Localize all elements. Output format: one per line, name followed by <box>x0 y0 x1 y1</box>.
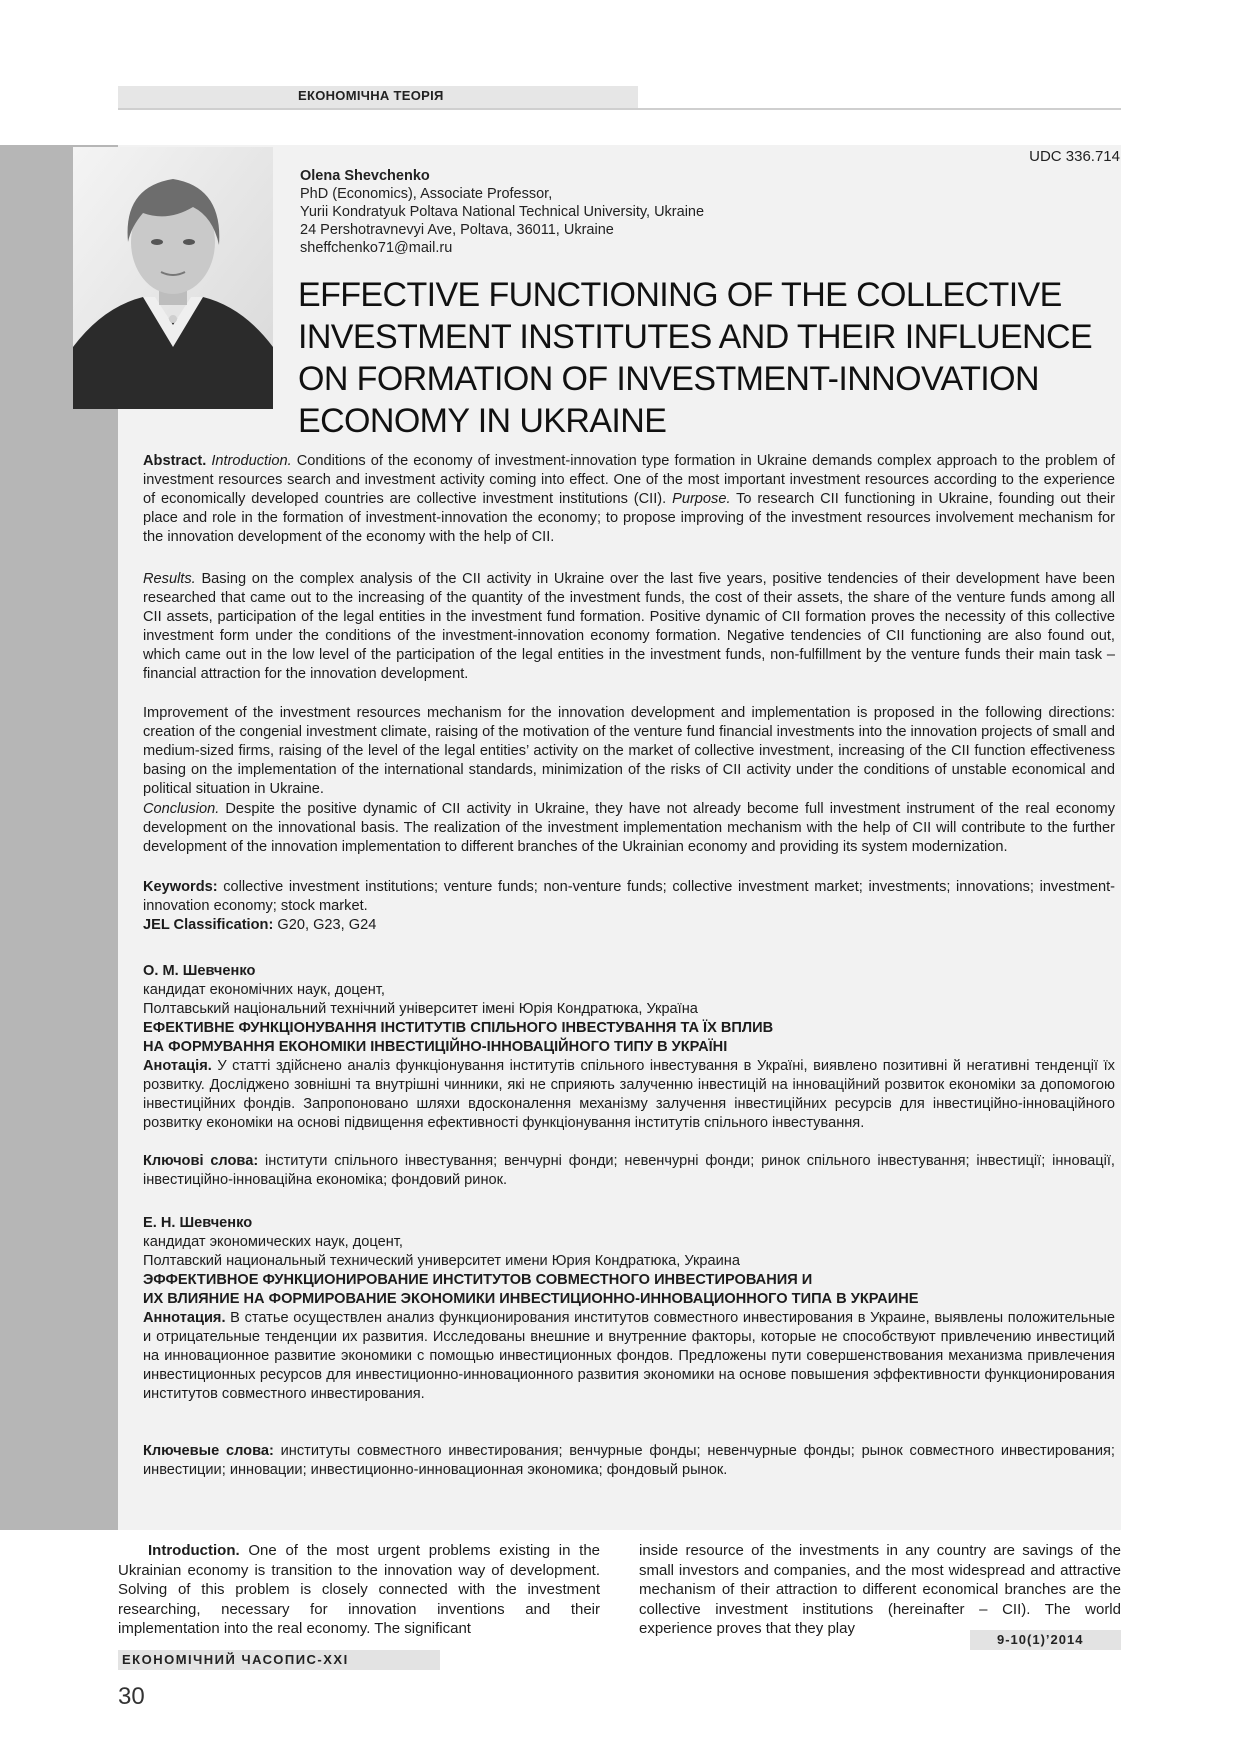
ua-title-line: НА ФОРМУВАННЯ ЕКОНОМІКИ ІНВЕСТИЦІЙНО-ІННОВАЦІЙНОГО ТИПУ В УКРАЇНІ <box>143 1039 728 1055</box>
title-line: EFFECTIVE FUNCTIONING OF THE COLLECTIVE <box>298 276 1062 314</box>
ru-author-name: Е. Н. Шевченко <box>143 1215 253 1231</box>
ua-title-line: ЕФЕКТИВНЕ ФУНКЦІОНУВАННЯ ІНСТИТУТІВ СПІЛЬНОГО ІНВЕСТУВАННЯ ТА ЇХ ВПЛИВ <box>143 1020 774 1036</box>
ru-affiliation: Полтавский национальный технический университет имени Юрия Кондратюка, Украина <box>143 1253 740 1269</box>
title-line: ON FORMATION OF INVESTMENT-INNOVATION <box>298 360 1039 398</box>
ru-author-degree: кандидат экономических наук, доцент, <box>143 1234 403 1250</box>
abstract-intro: Abstract. Introduction. Conditions of the economy of investment-innovation type formation in Ukraine demands complex approach to the problem of investment resources search and investment activity coming into effect. One of the most important investment resources according to the experience of economically developed countries are collective investment institutions (CII). Purpose. To research CII functioning in Ukraine, founding out their place and role in the formation of investment-innovation the economy; to propose improving of the investment resources involvement mechanism for the innovation development of the economy with the help of CII. <box>143 453 1115 545</box>
abstract-results: Results. Basing on the complex analysis of the CII activity in Ukraine over the last five years, positive tendencies of their development have been researched that came out to the increasing of the quantity of the investment funds, the cost of their assets, the share of the venture funds among all CII assets, participation of the legal entities in the investment fund formation. Positive dynamic of CII formation proves the necessity of this collective investment form under the conditions of the investment-innovation economy formation. Negative tendencies of CII functioning are also found out, which came out in the low level of the participation of the legal entities in the investment funds, non-fulfillment by the venture funds their main task – financial attraction for the innovation development. <box>143 571 1115 682</box>
author-address: 24 Pershotravnevyi Ave, Poltava, 36011, Ukraine <box>300 222 614 238</box>
article-title <box>298 274 1118 442</box>
ru-title-line: ИХ ВЛИЯНИЕ НА ФОРМИРОВАНИЕ ЭКОНОМИКИ ИНВЕСТИЦИОННО-ИННОВАЦИОННОГО ТИПА В УКРАИНЕ <box>143 1291 919 1307</box>
author-degree: PhD (Economics), Associate Professor, <box>300 186 553 202</box>
author-name: Olena Shevchenko <box>300 168 430 184</box>
ua-author-degree: кандидат економічних наук, доцент, <box>143 982 385 998</box>
issue-number: 9-10(1)’2014 <box>997 1632 1084 1647</box>
udc-code: UDC 336.714 <box>1029 148 1120 165</box>
author-affiliation: Yurii Kondratyuk Poltava National Technical University, Ukraine <box>300 204 705 220</box>
journal-name: ЕКОНОМІЧНИЙ ЧАСОПИС-XXI <box>122 1652 349 1667</box>
abstract-conclusion: Conclusion. Despite the positive dynamic of CII activity in Ukraine, they have not already become full investment instrument of the real economy development on the innovational basis. The realization of the investment implementation mechanism with the help of CII will contribute to the further development of the innovation implementation to different branches of the Ukrainian economy and providing its system modernization. <box>143 801 1116 855</box>
jel-classification: JEL Classification: G20, G23, G24 <box>143 917 377 933</box>
abstract-improvement: Improvement of the investment resources mechanism for the innovation development and implementation is proposed in the following directions: creation of the congenial investment climate, raising of the motivation of the venture fund financial investments into the innovation projects of small and medium-sized firms, raising of the level of the legal entities’ activity on the market of collective investment, increasing of the CII function effectiveness basing on the implementation of the international standards, minimization of the risks of CII activity under the conditions of unstable economical and political situation in Ukraine. <box>143 705 1115 797</box>
title-line: INVESTMENT INSTITUTES AND THEIR INFLUENCE <box>298 318 1093 356</box>
title-line: ECONOMY IN UKRAINE <box>298 402 667 440</box>
ru-title-line: ЭФФЕКТИВНОЕ ФУНКЦИОНИРОВАНИЕ ИНСТИТУТОВ СОВМЕСТНОГО ИНВЕСТИРОВАНИЯ И <box>143 1272 813 1288</box>
abstract-keywords: Keywords: collective investment institutions; venture funds; non-venture funds; collective investment market; investments; innovations; investment-innovation economy; stock market. <box>143 879 1115 914</box>
header-rule <box>118 108 1121 110</box>
body-column-right: inside resource of the investments in any country are savings of the small investors and companies, and the most widespread and attractive mechanism of their attraction to different economical branches are the collective investment institutions (hereinafter – CII). The world experience proves that they play <box>639 1542 1121 1637</box>
body-column-left: Introduction. One of the most urgent problems existing in the Ukrainian economy is transition to the innovation way of development. Solving of this problem is closely connected with the investment researching, necessary for innovation inventions and their implementation into the real economy. The significant <box>118 1542 601 1637</box>
ru-keywords: Ключевые слова: институты совместного инвестирования; венчурные фонды; невенчурные фонды; рынок совместного инвестирования; инвестиции; инновации; инвестиционно-инновационная экономика; фондовый рынок. <box>143 1443 1115 1478</box>
ua-abstract: Анотація. У статті здійснено аналіз функціонування інститутів спільного інвестування в Україні, виявлено позитивні й негативні тенденції їх розвитку. Досліджено зовнішні та внутрішні чинники, які не сприяють залученню інвестицій на інноваційний розвиток економіки за допомогою інвестиційних фондів. Запропоновано шляхи вдосконалення механізму залучення інвестиційних ресурсів для інвестиційно-інноваційного розвитку економіки на основі підвищення ефективності функціонування інститутів спільного інвестування. <box>143 1058 1115 1131</box>
section-title: ЕКОНОМІЧНА ТЕОРІЯ <box>298 88 444 103</box>
author-email[interactable]: sheffchenko71@mail.ru <box>300 240 453 256</box>
author-photo <box>73 147 273 409</box>
page-number: 30 <box>118 1683 145 1710</box>
ua-affiliation: Полтавський національний технічний університет імені Юрія Кондратюка, Україна <box>143 1001 698 1017</box>
ua-author-name: О. М. Шевченко <box>143 963 256 979</box>
ru-abstract: Аннотация. В статье осуществлен анализ функционирования институтов совместного инвестирования в Украине, выявлены положительные и отрицательные тенденции их развития. Исследованы внешние и внутренние факторы, которые не способствуют привлечению инвестиций на инновационное развитие экономики с помощью инвестиционных фондов. Предложены пути совершенствования механизма привлечения инвестиционных ресурсов для инвестиционно-инновационного развития экономики на основе повышения эффективности функционирования институтов совместного инвестирования. <box>143 1310 1115 1402</box>
ua-keywords: Ключові слова: інститути спільного інвестування; венчурні фонди; невенчурні фонди; ринок спільного інвестування; інвестиції; інновації, інвестиційно-інноваційна економіка; фондовий ринок. <box>143 1153 1115 1188</box>
